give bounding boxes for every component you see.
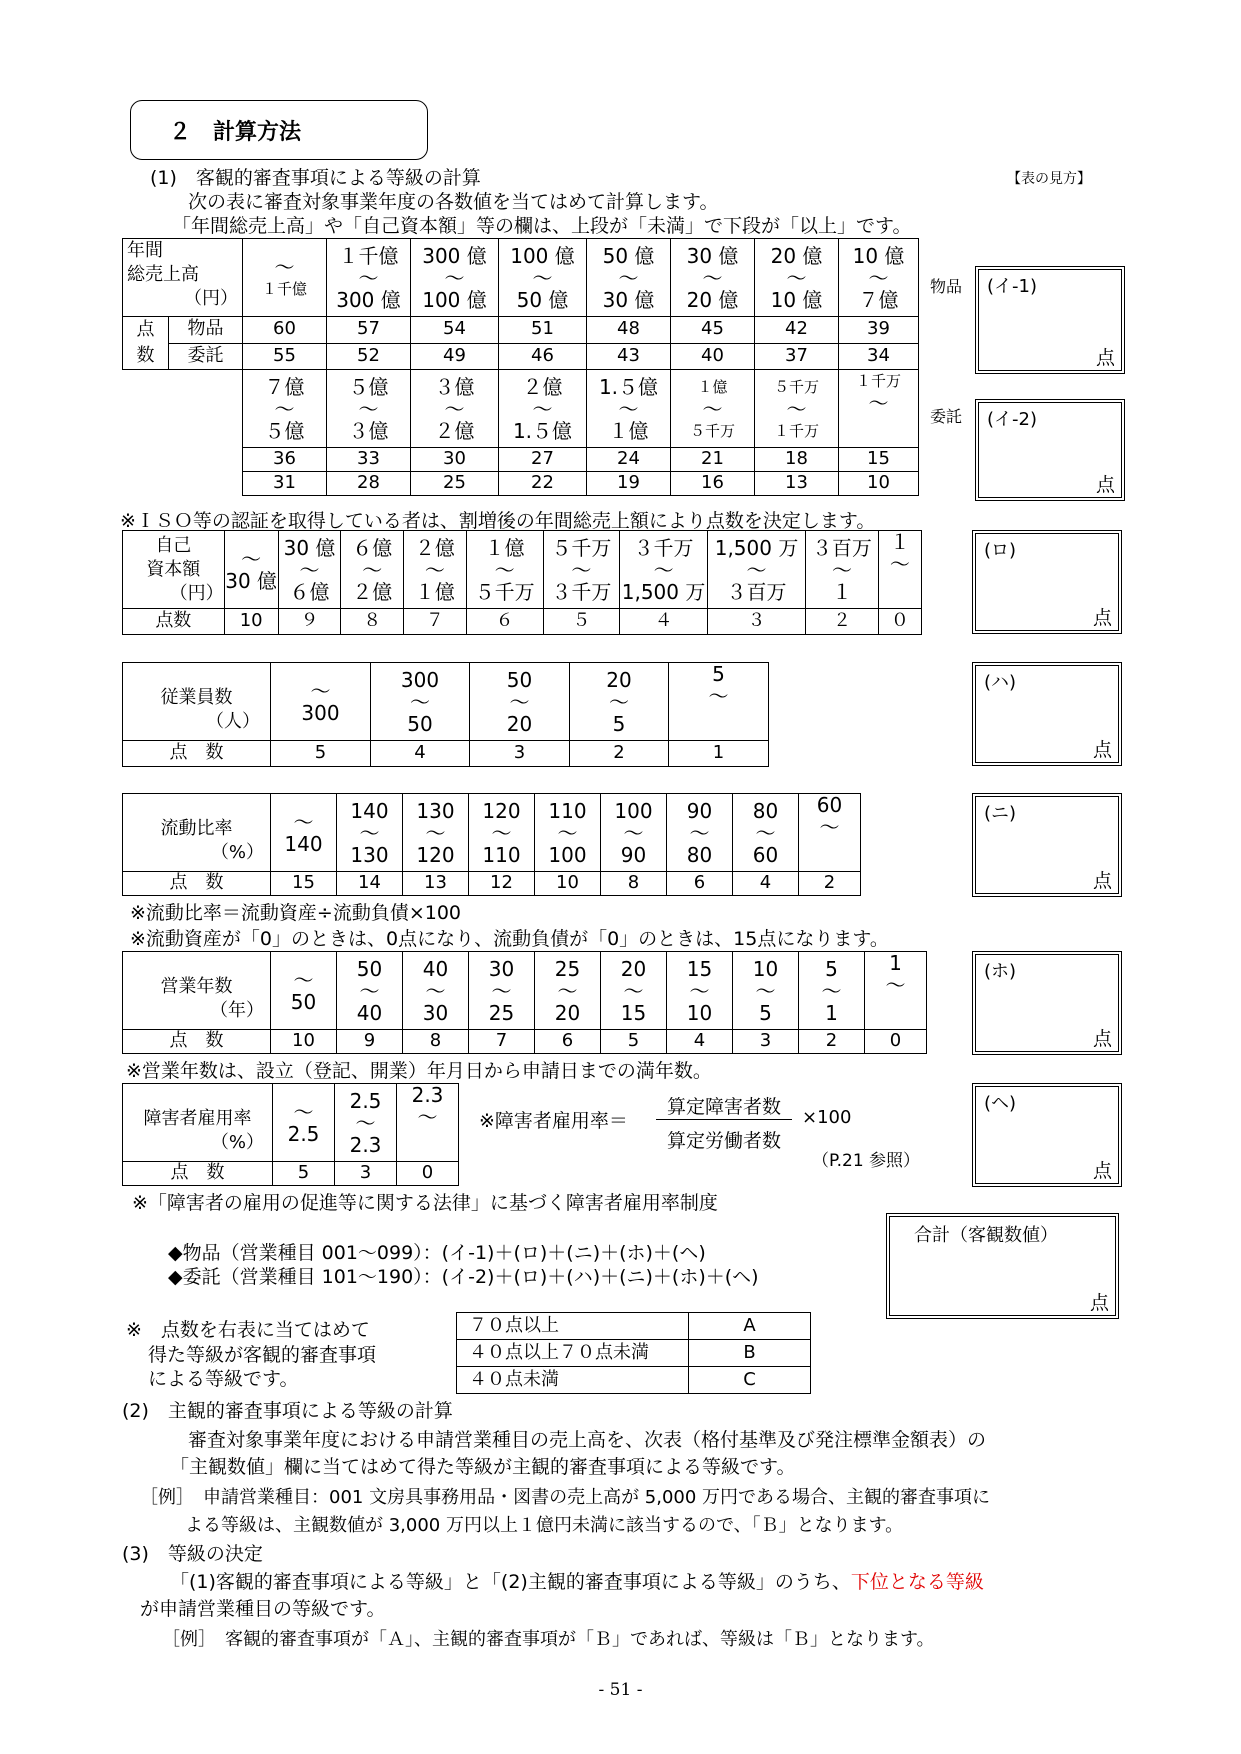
disabled-table [122,1083,459,1186]
employees-point: 2 [570,741,669,767]
capital-point: ２ [806,609,878,635]
formula-denominator: 算定労働者数 [666,1130,781,1152]
goods-point: 45 [671,317,755,344]
employees-point: 3 [470,741,570,767]
liquidity-range: ～ 140 [271,794,337,872]
liquidity-range: 110 ～ 100 [535,794,601,872]
capital-unit: （円） [169,582,224,604]
score-box-i1[interactable] [975,266,1125,374]
sales-range: ７億 ～ ５億 [243,370,327,448]
consign-point: 19 [587,472,671,496]
goods-label: 物品 [169,317,243,344]
years-range: 30 ～ 25 [469,952,535,1030]
sales-range: 1.５億 ～ １億 [587,370,671,448]
liquidity-range: 90 ～ 80 [667,794,733,872]
sales-range: １億 ～ ５千万 [671,370,755,448]
capital-point: 10 [224,609,278,635]
years-unit: （年） [210,999,264,1021]
years-table [122,951,927,1054]
years-range: 15 ～ 10 [667,952,733,1030]
score-box-point: 点 [1092,607,1112,629]
sec2-p2: 「主観数値」欄に当てはめて得た等級が主観的審査事項による等級です。 [170,1456,796,1478]
liquidity-label: 流動比率 [160,817,233,839]
liquidity-unit: （%） [210,841,264,863]
years-range: 5 ～ 1 [799,952,865,1030]
capital-range: ３千万 ～ 1,500 万 [620,531,708,609]
years-point: 5 [601,1030,667,1054]
grade-table [456,1312,811,1394]
consign-point: 31 [243,472,327,496]
grade-value: A [689,1313,811,1340]
formula-goods: ◆物品（営業種目 001～099）：(イ-1)＋(ロ)＋(ニ)＋(ホ)＋(ヘ) [168,1242,706,1264]
grade-note-1: ※ 点数を右表に当てはめて [126,1319,370,1341]
employees-point: 5 [271,741,371,767]
years-point: 7 [469,1030,535,1054]
consign-point: 25 [411,472,499,496]
goods-point: 48 [587,317,671,344]
liquidity-point: 2 [799,872,861,896]
grade-value: B [689,1340,811,1367]
score-box-point: 点 [1092,870,1112,892]
liquidity-range: 140 ～ 130 [337,794,403,872]
sec3-title: (3) 等級の決定 [122,1543,263,1565]
sec1-line2: 「年間総売上高」や「自己資本額」等の欄は、上段が「未満」で下段が「以上」です。 [172,215,912,237]
score-box-ha[interactable] [972,662,1122,766]
years-range: 25 ～ 20 [535,952,601,1030]
employees-table [122,662,769,767]
table-guide-link[interactable]: 【表の見方】 [1007,171,1091,187]
liquidity-point: 4 [733,872,799,896]
capital-range: 1,500 万 ～ ３百万 [707,531,805,609]
formula-times: ×100 [802,1107,852,1128]
disabled-point: 5 [273,1162,335,1186]
employees-point: 1 [669,741,769,767]
disabled-unit: （%） [210,1131,264,1153]
formula-consign: ◆委託（営業種目 101～190）：(イ-2)＋(ロ)＋(ハ)＋(ニ)＋(ホ)＋(ヘ) [168,1266,759,1288]
liquidity-range: 60 ～ [799,794,861,872]
capital-table [122,530,922,635]
years-point: 2 [799,1030,865,1054]
capital-range: １億 ～ ５千万 [466,531,543,609]
sales-range: 300 億 ～ 100 億 [411,239,499,317]
sec2-ex1: ［例］ 申請営業種目：001 文房具事務用品・図書の売上高が 5,000 万円である場合、主観的審査事項に [140,1487,991,1508]
capital-range: ５千万 ～ ３千万 [543,531,620,609]
score-box-label: (イ-1) [987,276,1037,297]
liquidity-range: 130 ～ 120 [403,794,469,872]
liquidity-table [122,793,861,896]
years-point: 8 [403,1030,469,1054]
score-box-ni[interactable] [972,793,1122,897]
score-box-label: (ハ) [984,672,1017,693]
liquidity-range: 100 ～ 90 [601,794,667,872]
liquidity-range: 80 ～ 60 [733,794,799,872]
goods-point: 24 [587,448,671,472]
page-number: - 51 - [598,1680,643,1700]
liquidity-range: 120 ～ 110 [469,794,535,872]
liquidity-point: 10 [535,872,601,896]
sec3-p2: が申請営業種目の等級です。 [140,1598,386,1620]
score-box-point: 点 [1089,1292,1109,1314]
employees-point: 4 [371,741,470,767]
sales-range: ３億 ～ ２億 [411,370,499,448]
years-points-label: 点 数 [123,1030,271,1054]
sales-range: 10 億 ～ ７億 [839,239,919,317]
score-box-ho[interactable] [972,951,1122,1055]
goods-point: 15 [839,448,919,472]
sales-range: ～ １千億 [243,239,327,317]
years-range: ～ 50 [271,952,337,1030]
disabled-range: ～ 2.5 [273,1084,335,1162]
goods-point: 60 [243,317,327,344]
score-box-he[interactable] [972,1083,1122,1187]
consign-point: 40 [671,343,755,370]
sales-label-1: 年間 [127,240,163,261]
goods-point: 30 [411,448,499,472]
goods-point: 42 [755,317,839,344]
score-box-label: (ヘ) [984,1093,1017,1114]
capital-label-1: 自己 [155,534,192,556]
sec1-line1: 次の表に審査対象事業年度の各数値を当てはめて計算します。 [188,191,719,213]
capital-range: ２億 ～ １億 [404,531,467,609]
goods-point: 36 [243,448,327,472]
years-point: 3 [733,1030,799,1054]
goods-point: 57 [327,317,411,344]
consign-point: 46 [499,343,587,370]
grade-range: ４０点未満 [457,1367,689,1394]
capital-range: ３百万 ～ １ [806,531,878,609]
score-box-label: (ニ) [984,803,1017,824]
consign-point: 16 [671,472,755,496]
score-box-point: 点 [1095,474,1115,496]
score-box-ro[interactable] [972,530,1122,634]
disabled-point: 0 [397,1162,459,1186]
sales-table [122,238,919,496]
sales-range: １千万 ～ [839,370,919,448]
grade-range: ４０点以上７０点未満 [457,1340,689,1367]
formula-numerator: 算定障害者数 [656,1092,792,1120]
liquidity-note-2: ※流動資産が「0」のときは、0点になり、流動負債が「0」のときは、15点になります。 [130,928,889,950]
liquidity-point: 8 [601,872,667,896]
consign-point: 28 [327,472,411,496]
years-range: 1 ～ [865,952,927,1030]
years-note: ※営業年数は、設立（登記、開業）年月日から申請日までの満年数。 [126,1060,712,1082]
score-box-point: 点 [1092,1028,1112,1050]
grade-value: C [689,1367,811,1394]
years-range: 40 ～ 30 [403,952,469,1030]
employees-range: 300 ～ 50 [371,663,470,741]
capital-point: ３ [707,609,805,635]
score-box-point: 点 [1095,347,1115,369]
consign-point: 55 [243,343,327,370]
liquidity-note-1: ※流動比率＝流動資産÷流動負債×100 [130,902,462,924]
score-box-label: (イ-2) [987,409,1037,430]
sales-range: ５千万 ～ １千万 [755,370,839,448]
disabled-note: ※「障害者の雇用の促進等に関する法律」に基づく障害者雇用率制度 [132,1192,718,1214]
years-point: 0 [865,1030,927,1054]
score-box-label: (ホ) [984,961,1017,982]
capital-point: ５ [543,609,620,635]
liquidity-points-label: 点 数 [123,872,271,896]
consign-point: 49 [411,343,499,370]
sales-range: 20 億 ～ 10 億 [755,239,839,317]
consign-point: 13 [755,472,839,496]
goods-point: 39 [839,317,919,344]
score-box-label: (ロ) [984,540,1017,561]
disabled-points-label: 点 数 [123,1162,273,1186]
years-range: 20 ～ 15 [601,952,667,1030]
iso-note: ※ＩＳＯ等の認証を取得している者は、割増後の年間総売上額により点数を決定します。 [120,510,876,532]
sec1-title: (1) 客観的審査事項による等級の計算 [150,167,481,189]
section-heading: ２ 計算方法 [130,100,428,160]
score-box-i2[interactable] [975,399,1125,501]
points-label-2: 数 [136,345,155,366]
capital-range: ～ 30 億 [224,531,278,609]
capital-label-2: 資本額 [146,558,201,580]
goods-point: 21 [671,448,755,472]
consign-label: 委託 [169,343,243,370]
capital-range: 30 億 ～ ６億 [278,531,341,609]
consign-point: 10 [839,472,919,496]
employees-points-label: 点 数 [123,741,271,767]
liquidity-point: 14 [337,872,403,896]
goods-point: 54 [411,317,499,344]
formula-prefix: ※障害者雇用率＝ [479,1110,628,1132]
sales-range: １千億 ～ 300 億 [327,239,411,317]
sec3-ex: ［例］ 客観的審査事項が「Ａ」、主観的審査事項が「Ｂ」であれば、等級は「Ｂ」となります。 [162,1629,935,1650]
capital-points-label: 点数 [123,609,225,635]
liquidity-point: 12 [469,872,535,896]
sales-range: 30 億 ～ 20 億 [671,239,755,317]
years-point: 4 [667,1030,733,1054]
consign-point: 43 [587,343,671,370]
sec3-p1-text: 「(1)客観的審査事項による等級」と「(2)主観的審査事項による等級」のうち、 [170,1571,851,1593]
side-label-consign: 委託 [930,407,963,426]
disabled-label: 障害者雇用率 [143,1107,252,1129]
goods-point: 27 [499,448,587,472]
consign-point: 52 [327,343,411,370]
liquidity-point: 6 [667,872,733,896]
years-point: 9 [337,1030,403,1054]
goods-point: 51 [499,317,587,344]
capital-point: ４ [620,609,708,635]
liquidity-point: 13 [403,872,469,896]
disabled-range: 2.3 ～ [397,1084,459,1162]
sales-range: 50 億 ～ 30 億 [587,239,671,317]
sec2-p1: 審査対象事業年度における申請営業種目の売上高を、次表（格付基準及び発注標準金額表）の [188,1429,987,1451]
capital-point: ０ [878,609,921,635]
points-label-1: 点 [136,319,155,340]
grade-note-3: による等級です。 [148,1368,299,1390]
consign-point: 34 [839,343,919,370]
goods-point: 18 [755,448,839,472]
score-box-point: 点 [1092,1160,1112,1182]
capital-point: ８ [341,609,404,635]
sec3-p1-highlight: 下位となる等級 [850,1571,984,1593]
sales-range: 100 億 ～ 50 億 [499,239,587,317]
score-box-total[interactable] [886,1213,1119,1319]
sales-range: ５億 ～ ３億 [327,370,411,448]
employees-range: 5 ～ [669,663,769,741]
sales-label-2: 総売上高 [127,264,199,285]
years-label: 営業年数 [160,975,233,997]
years-range: 50 ～ 40 [337,952,403,1030]
liquidity-point: 15 [271,872,337,896]
sales-unit: （円） [184,288,238,309]
total-label: 合計（客観数値） [914,1225,1058,1246]
sec3-p1 [170,1567,984,1594]
side-label-goods: 物品 [930,277,963,296]
capital-point: ９ [278,609,341,635]
years-point: 6 [535,1030,601,1054]
employees-label: 従業員数 [160,686,233,708]
employees-range: ～ 300 [271,663,371,741]
consign-point: 37 [755,343,839,370]
employees-range: 20 ～ 5 [570,663,669,741]
grade-range: ７０点以上 [457,1313,689,1340]
capital-point: ６ [466,609,543,635]
grade-note-2: 得た等級が客観的審査事項 [148,1344,377,1366]
years-range: 10 ～ 5 [733,952,799,1030]
capital-range: ６億 ～ ２億 [341,531,404,609]
goods-point: 33 [327,448,411,472]
capital-point: ７ [404,609,467,635]
capital-range: １ ～ [878,531,921,609]
disabled-point: 3 [335,1162,397,1186]
employees-range: 50 ～ 20 [470,663,570,741]
sec2-title: (2) 主観的審査事項による等級の計算 [122,1400,453,1422]
employees-unit: （人） [206,710,260,732]
consign-point: 22 [499,472,587,496]
years-point: 10 [271,1030,337,1054]
sales-range: ２億 ～ 1.５億 [499,370,587,448]
formula-ref: （P.21 参照） [812,1151,921,1171]
sec2-ex2: よる等級は、主観数値が 3,000 万円以上１億円未満に該当するので、「Ｂ」となります。 [185,1515,904,1536]
score-box-point: 点 [1092,739,1112,761]
disabled-range: 2.5 ～ 2.3 [335,1084,397,1162]
